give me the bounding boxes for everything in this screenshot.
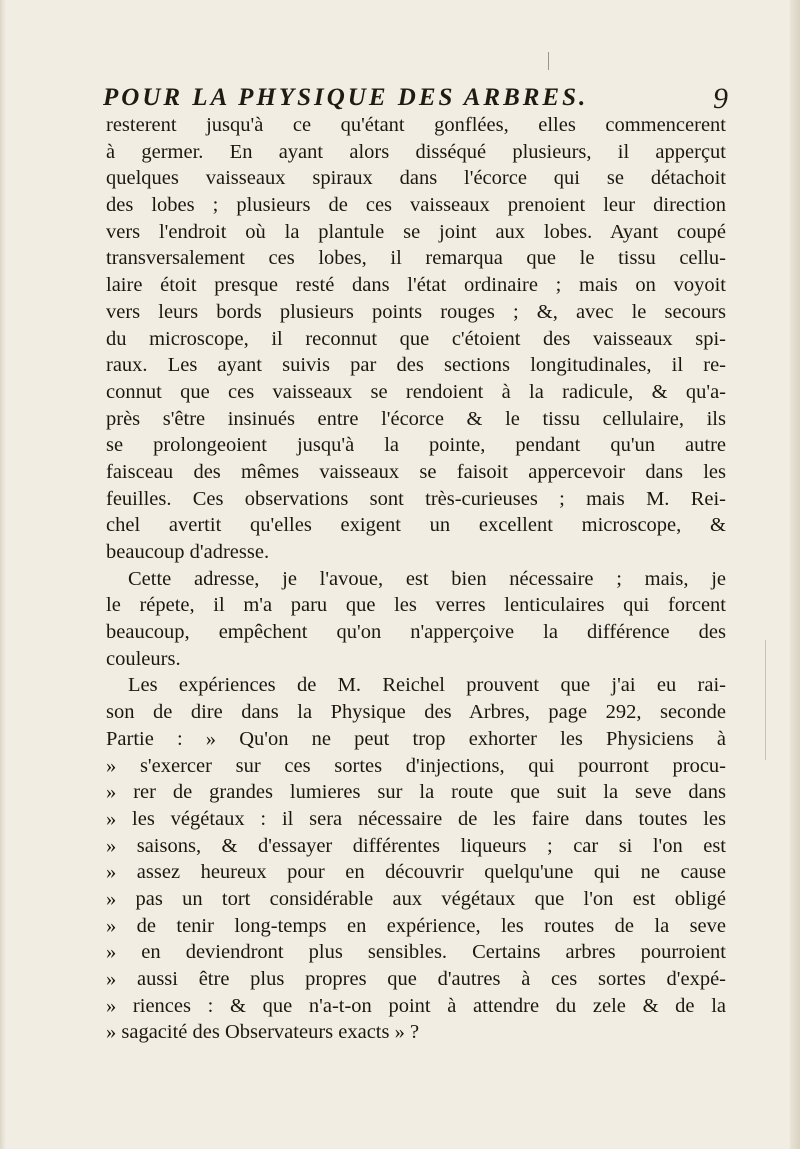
text-line: Partie : » Qu'on ne peut trop exhorter les Physiciens à: [106, 727, 726, 750]
text-line: » aussi être plus propres que d'autres à ces sortes d'expé-: [106, 968, 726, 990]
stray-ink-mark: [765, 640, 766, 760]
text-line: » assez heureux pour en découvrir quelqu'une qui ne cause: [106, 861, 726, 884]
text-line: quelques vaisseaux spiraux dans l'écorce qui se détachoit: [106, 167, 726, 190]
text-line: se prolongeoient jusqu'à la pointe, pendant qu'un autre: [106, 434, 726, 457]
text-line: raux. Les ayant suivis par des sections longitudinales, il re-: [106, 354, 726, 377]
text-line: connut que ces vaisseaux se rendoient à la radicule, & qu'a-: [106, 380, 726, 403]
text-line: » s'exercer sur ces sortes d'injections, qui pourront procu-: [106, 754, 726, 777]
body-text: [106, 112, 726, 1046]
text-line: à germer. En ayant alors disséqué plusieurs, il apperçut: [106, 140, 726, 163]
text-line: vers l'endroit où la plantule se joint aux lobes. Ayant coupé: [106, 220, 726, 243]
text-line: Les expériences de M. Reichel prouvent que j'ai eu rai-: [128, 674, 726, 697]
text-line: feuilles. Ces observations sont très-curieuses ; mais M. Rei-: [106, 487, 726, 510]
text-line: le répete, il m'a paru que les verres lenticulaires qui forcent: [106, 594, 726, 617]
text-line: faisceau des mêmes vaisseaux se faisoit appercevoir dans les: [106, 460, 726, 483]
text-line: » en deviendront plus sensibles. Certains arbres pourroient: [106, 941, 726, 964]
text-line: du microscope, il reconnut que c'étoient des vaisseaux spi-: [106, 327, 726, 350]
text-line: vers leurs bords plusieurs points rouges ; &, avec le secours: [106, 300, 726, 323]
text-line: chel avertit qu'elles exigent un excellent microscope, &: [106, 514, 726, 537]
text-line: » riences : & que n'a-t-on point à attendre du zele & de la: [106, 994, 726, 1017]
page-edge: [790, 0, 800, 1149]
text-line: » de tenir long-temps en expérience, les routes de la seve: [106, 914, 726, 937]
text-line: près s'être insinués entre l'écorce & le tissu cellulaire, ils: [106, 407, 726, 430]
running-head: POUR LA PHYSIQUE DES ARBRES.: [103, 84, 589, 111]
text-line: couleurs.: [106, 647, 181, 670]
text-line: son de dire dans la Physique des Arbres, page 292, seconde: [106, 701, 726, 724]
text-line: laire étoit presque resté dans l'état ordinaire ; mais on voyoit: [106, 274, 726, 297]
text-line: beaucoup d'adresse.: [106, 541, 270, 563]
text-line: des lobes ; plusieurs de ces vaisseaux prenoient leur direction: [106, 194, 726, 217]
text-line: transversalement ces lobes, il remarqua que le tissu cellu-: [106, 247, 726, 270]
text-line: resterent jusqu'à ce qu'étant gonflées, elles commencerent: [106, 114, 726, 136]
text-line: » les végétaux : il sera nécessaire de les faire dans toutes les: [106, 807, 726, 830]
stray-ink-mark: [548, 52, 549, 70]
text-line: beaucoup, empêchent qu'on n'apperçoive la différence des: [106, 621, 726, 644]
page-number: 9: [713, 82, 728, 115]
text-line: » rer de grandes lumieres sur la route que suit la seve dans: [106, 781, 726, 804]
text-line: » saisons, & d'essayer différentes liqueurs ; car si l'on est: [106, 834, 726, 857]
page-gutter-shadow: [0, 0, 6, 1149]
text-line: » sagacité des Observateurs exacts » ?: [106, 1021, 420, 1044]
text-line: » pas un tort considérable aux végétaux que l'on est obligé: [106, 887, 726, 910]
text-line: Cette adresse, je l'avoue, est bien nécessaire ; mais, je: [128, 567, 726, 590]
